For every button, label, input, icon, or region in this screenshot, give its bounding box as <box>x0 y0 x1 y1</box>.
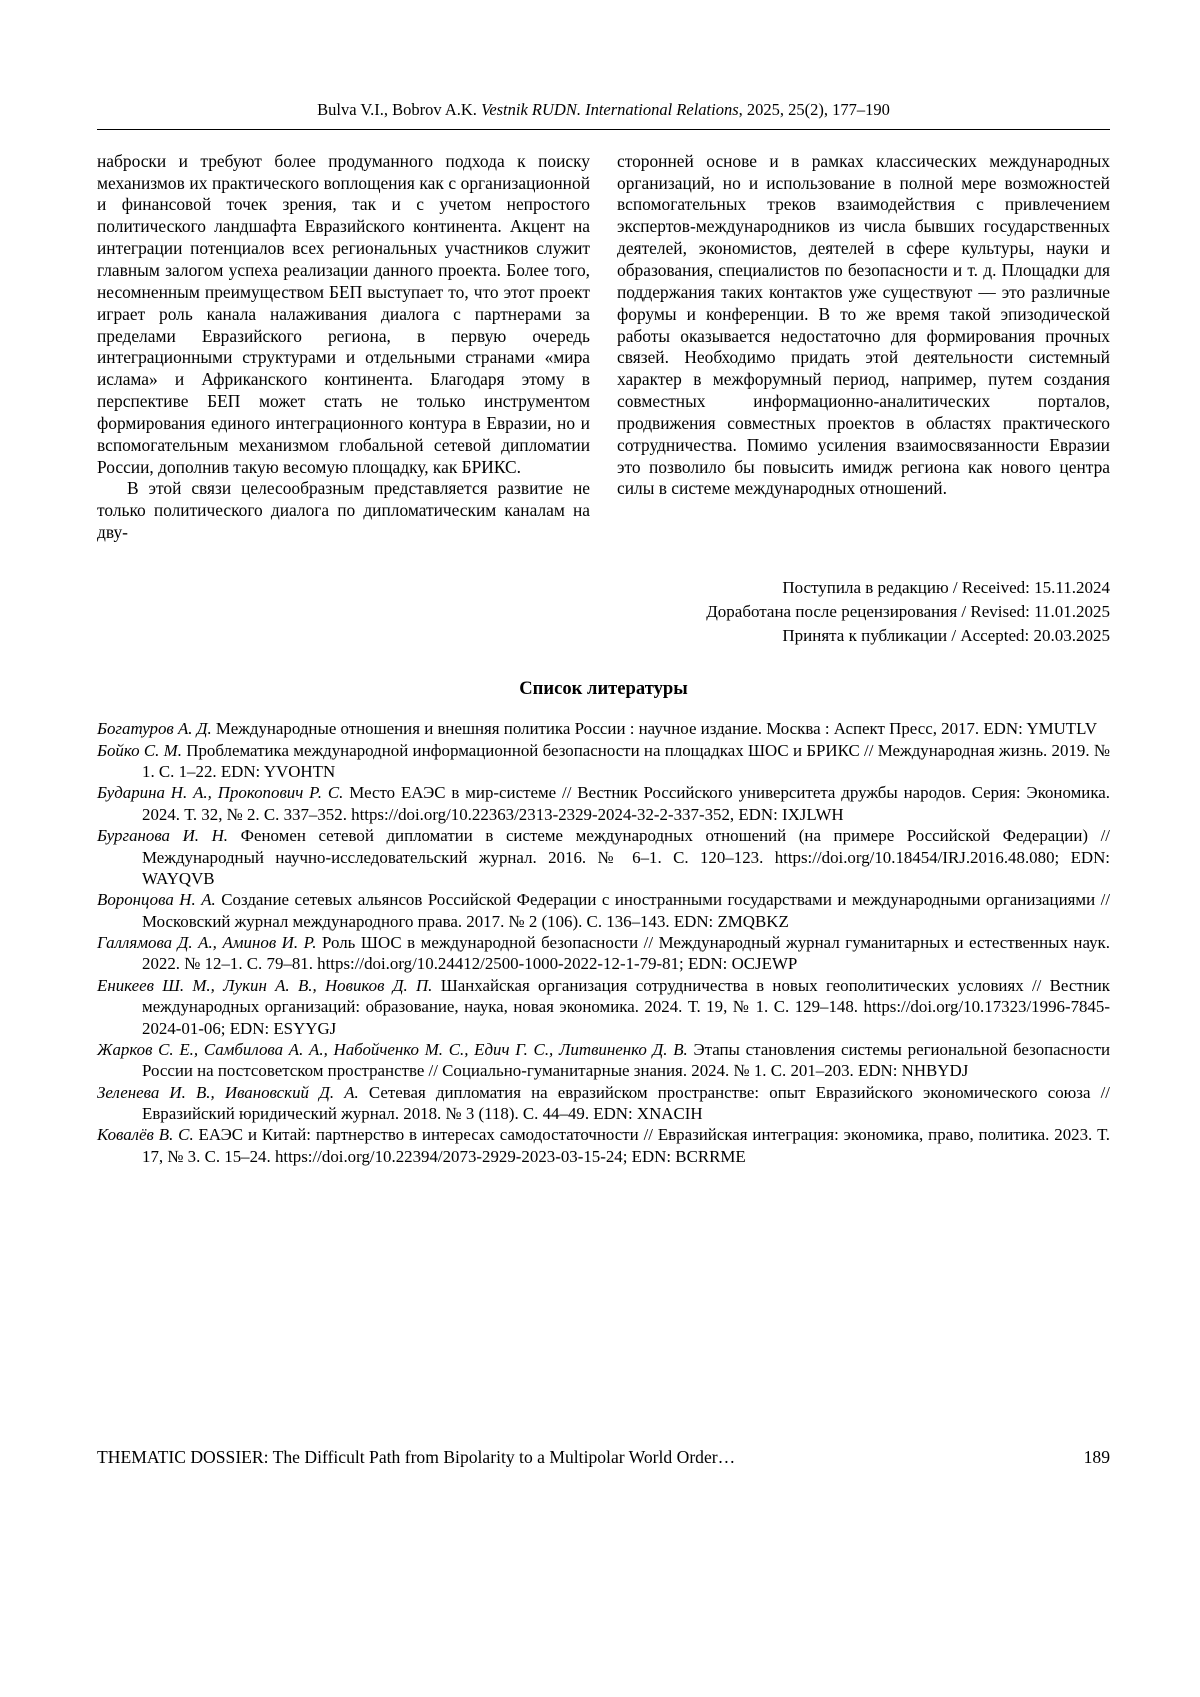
reference-item <box>97 1124 1110 1167</box>
reference-item <box>97 975 1110 1039</box>
running-header-authors: Bulva V.I., Bobrov A.K. <box>317 100 482 119</box>
submission-dates <box>97 576 1110 648</box>
received-date: Поступила в редакцию / Received: 15.11.2024 <box>782 577 1110 597</box>
reference-text: Этапы становления системы региональной безопасности России на постсоветском пространстве // Социально-гуманитарные знания. 2024. № 1. С. 201–203. EDN: NHBYDJ <box>142 1039 1111 1081</box>
running-header <box>97 100 1110 120</box>
reference-item <box>97 740 1110 783</box>
reference-authors: Ковалёв В. С. <box>97 1125 194 1145</box>
reference-text: Роль ШОС в международной безопасности // Международный журнал гуманитарных и естественных наук. 2022. № 12–1. С. 79–81. https://doi.org/10.24412/2500-1000-2022-12-1-79-81; EDN: OCJEWP <box>142 933 1110 974</box>
page-footer <box>97 1447 1110 1468</box>
reference-text: Проблематика международной информационной безопасности на площадках ШОС и БРИКС // Международная жизнь. 2019. № 1. С. 1–22. EDN: YVOHTN <box>142 740 1110 782</box>
reference-text: Феномен сетевой дипломатии в системе международных отношений (на примере Российской Федерации) // Международный научно-исследовательский журнал. 2016. № 6–1. С. 120–123. https://doi.org/10.18454/IRJ.2016.48.080; EDN: WAYQVB <box>142 826 1110 888</box>
reference-text: Международные отношения и внешняя политика России : научное издание. Москва : Аспект Пресс, 2017. EDN: YMUTLV <box>211 719 1098 739</box>
revised-date: Доработана после рецензирования / Revised: 11.01.2025 <box>706 602 1110 622</box>
references-heading: Список литературы <box>519 678 688 700</box>
reference-authors: Галлямова Д. А., Аминов И. Р. <box>97 933 317 953</box>
reference-text: Сетевая дипломатия на евразийском пространстве: опыт Евразийского экономического союза // Евразийский юридический журнал. 2018. № 3 (118). С. 44–49. EDN: XNACIH <box>142 1082 1110 1124</box>
accepted-date: Принята к публикации / Accepted: 20.03.2025 <box>782 626 1110 646</box>
body-paragraph: В этой связи целесообразным представляется развитие не только политического диалога по дипломатическим каналам на дву- <box>97 478 590 543</box>
reference-authors: Бурганова И. Н. <box>97 826 229 846</box>
reference-authors: Богатуров А. Д. <box>97 719 212 739</box>
reference-authors: Жарков С. Е., Самбилова А. А., Набойченко М. С., Едич Г. С., Литвиненко Д. В. <box>97 1039 688 1059</box>
reference-item <box>97 1039 1110 1082</box>
right-column <box>617 151 1110 544</box>
reference-authors: Зеленева И. В., Ивановский Д. А. <box>97 1082 359 1102</box>
page-number: 189 <box>1083 1447 1110 1467</box>
left-column <box>97 151 590 544</box>
body-paragraph: наброски и требуют более продуманного подхода к поиску механизмов их практического воплощения как с организационной и финансовой точек зрения, так и с учетом непростого политического ландшафта Евразийского континента. Акцент на интеграции потенциалов всех региональных участников служит главным залогом успеха реализации данного проекта. Более того, несомненным преимуществом БЕП выступает то, что этот проект играет роль канала налаживания диалога с партнерами за пределами Евразийского региона, в первую очередь интеграционными структурами и отдельными странами «мира ислама» и Африканского континента. Благодаря этому в перспективе БЕП может стать не только инструментом формирования единого интеграционного контура в Евразии, но и вспомогательным механизмом глобальной сетевой дипломатии России, дополнив такую весомую площадку, как БРИКС. <box>97 150 590 477</box>
reference-authors: Бойко С. М. <box>97 740 182 760</box>
references-list <box>97 718 1110 1167</box>
running-header-issue: , 2025, 25(2), 177–190 <box>738 100 890 119</box>
reference-authors: Бударина Н. А., Прокопович Р. С. <box>97 783 344 803</box>
header-rule <box>97 129 1110 130</box>
reference-item <box>97 782 1110 825</box>
reference-item <box>97 825 1110 889</box>
body-paragraph: сторонней основе и в рамках классических международных организаций, но и использование в полной мере возможностей вспомогательных треков взаимодействия с привлечением экспертов-международников из числа бывших государственных деятелей, экономистов, деятелей в сфере культуры, науки и образования, специалистов по безопасности и т. д. Площадки для поддержания таких контактов уже существуют — это различные форумы и конференции. В то же время такой эпизодической работы оказывается недостаточно для формирования прочных связей. Необходимо придать этой деятельности системный характер в межфорумный период, например, путем создания совместных информационно-аналитических порталов, продвижения совместных проектов в областях практического сотрудничества. Помимо усиления взаимосвязанности Евразии это позволило бы повысить имидж региона как нового центра силы в системе международных отношений. <box>617 150 1110 499</box>
reference-text: ЕАЭС и Китай: партнерство в интересах самодостаточности // Евразийская интеграция: экономика, право, политика. 2023. Т. 17, № 3. С. 15–24. https://doi.org/10.22394/2073-2929-2023-03-15-24; EDN: BCRRME <box>142 1125 1110 1166</box>
running-header-journal: Vestnik RUDN. International Relations <box>481 100 739 119</box>
reference-text: Место ЕАЭС в мир-системе // Вестник Российского университета дружбы народов. Серия: Экономика. 2024. Т. 32, № 2. С. 337–352. https://doi.org/10.22363/2313-2329-2024-32-2-337-352, EDN: IXJLWH <box>142 783 1110 824</box>
reference-item <box>97 889 1110 932</box>
body-text <box>97 151 1110 544</box>
reference-authors: Воронцова Н. А. <box>97 890 216 910</box>
reference-text: Создание сетевых альянсов Российской Федерации с иностранными государствами и международными организациями // Московский журнал международного права. 2017. № 2 (106). С. 136–143. EDN: ZMQBKZ <box>142 890 1111 931</box>
thematic-dossier-label: THEMATIC DOSSIER: The Difficult Path from Bipolarity to a Multipolar World Order… <box>97 1447 736 1467</box>
reference-item <box>97 718 1110 739</box>
reference-item <box>97 1082 1110 1125</box>
reference-authors: Еникеев Ш. М., Лукин А. В., Новиков Д. П. <box>97 975 433 995</box>
reference-item <box>97 932 1110 975</box>
reference-text: Шанхайская организация сотрудничества в новых геополитических условиях // Вестник международных организаций: образование, наука, новая экономика. 2024. Т. 19, № 1. С. 129–148. https://doi.org/10.17323/1996-7845-2024-01-06; EDN: ESYYGJ <box>142 975 1110 1038</box>
